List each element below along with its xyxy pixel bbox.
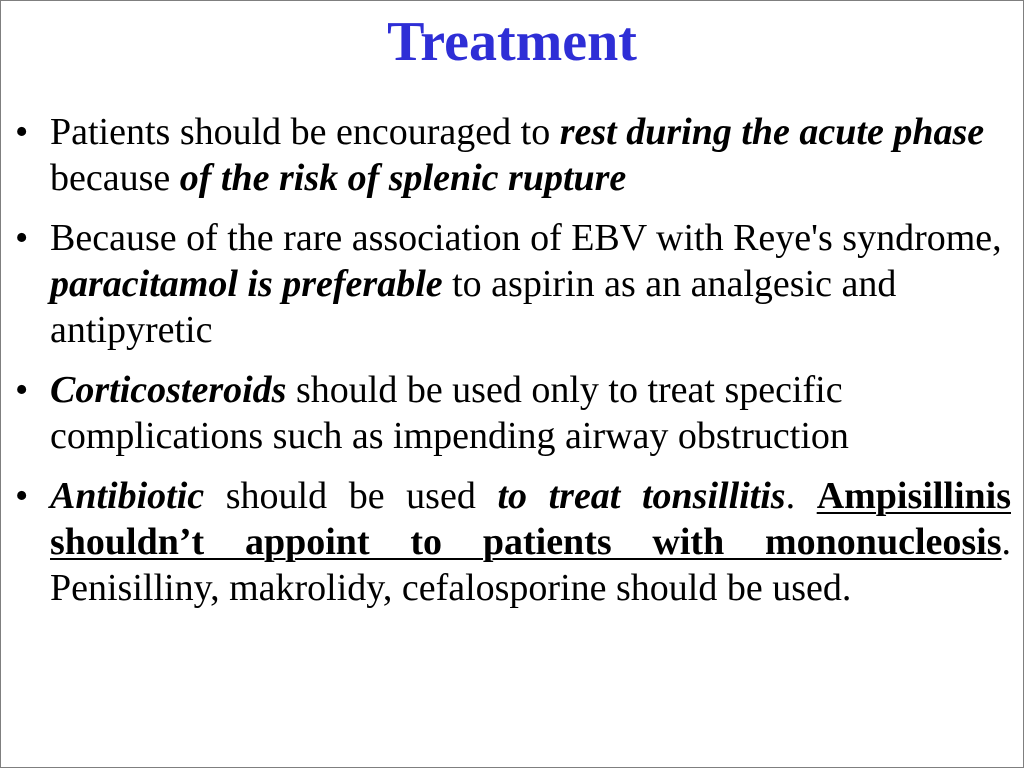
emphasis-paracitamol: paracitamol is preferable xyxy=(50,263,443,305)
emphasis-corticosteroids: Corticosteroids xyxy=(50,369,287,411)
bullet-dot: • xyxy=(15,369,29,411)
emphasis-ampisillin-warning: Ampisillinis shouldn’t appoint to patients with mononucleosis xyxy=(50,475,1011,563)
emphasis-rest: rest during the acute phase xyxy=(559,111,985,153)
bullet-text: . Penisilliny, makrolidy, cefalosporine should be used. xyxy=(50,521,1011,609)
bullet-antibiotic xyxy=(11,473,1011,611)
bullet-dot: • xyxy=(15,111,29,153)
bullet-text: because xyxy=(50,157,180,199)
bullet-text: should be used only to treat specific complications such as impending airway obstruction xyxy=(50,369,849,457)
bullet-rest xyxy=(11,109,1011,201)
emphasis-splenic-rupture: of the risk of splenic rupture xyxy=(179,157,627,199)
emphasis-tonsillitis: to treat tonsillitis xyxy=(497,475,786,517)
bullet-text: to aspirin as an analgesic and antipyretic xyxy=(50,263,897,351)
bullet-text: . xyxy=(785,475,817,517)
bullet-corticosteroids xyxy=(11,367,1011,459)
bullet-list xyxy=(11,109,1011,625)
bullet-dot: • xyxy=(15,217,29,259)
bullet-text: Because of the rare association of EBV with Reye's syndrome, xyxy=(50,217,1002,259)
bullet-text: should be used xyxy=(204,475,498,517)
bullet-paracetamol xyxy=(11,215,1011,353)
emphasis-antibiotic: Antibiotic xyxy=(50,475,205,517)
bullet-text: Patients should be encouraged to xyxy=(50,111,560,153)
bullet-dot: • xyxy=(15,475,29,517)
slide-title: Treatment xyxy=(387,11,637,73)
